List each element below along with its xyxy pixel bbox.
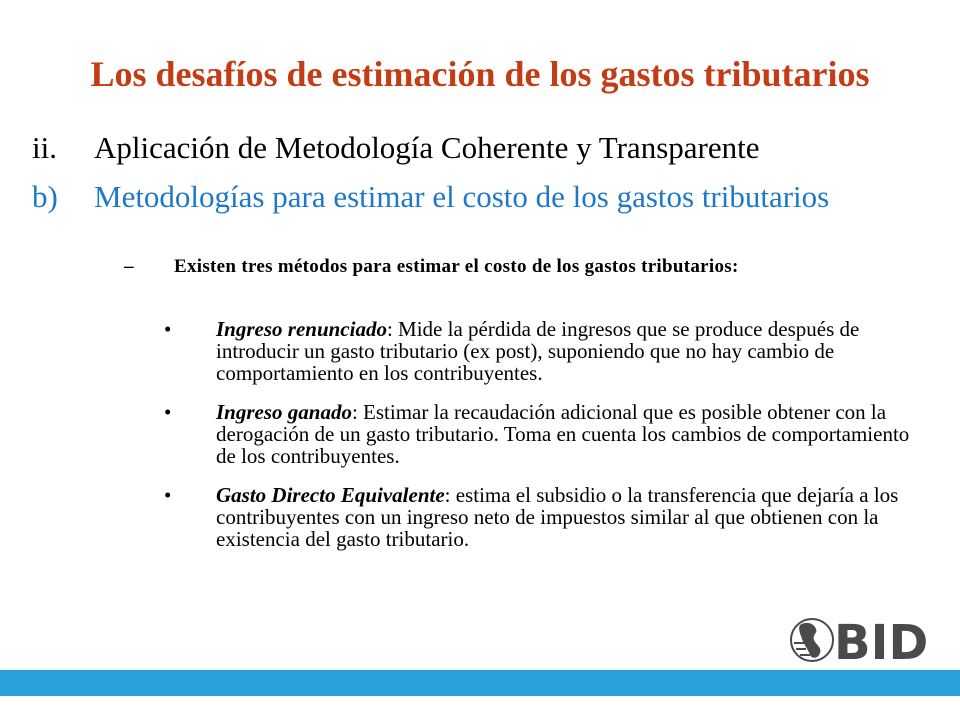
method-description: : estima el subsidio o la transferencia que dejaría a los contribuyentes con un ingreso neto de impuestos similar al que obtienen con la existencia del gasto tributario. (216, 483, 899, 551)
section-heading (32, 130, 759, 166)
bid-logo (790, 615, 930, 665)
method-text (216, 401, 934, 467)
subsection-heading (32, 180, 852, 213)
slide-title: Los desafíos de estimación de los gastos tributarios (90, 54, 870, 94)
subsection-text: Metodologías para estimar el costo de los gastos tributarios (94, 179, 830, 214)
method-description: : Mide la pérdida de ingresos que se produce después de introducir un gasto tributario (ex post), suponiendo que no hay cambio de comportamiento en los contribuyentes. (216, 317, 860, 385)
bullet-dot: • (164, 317, 172, 341)
americas-globe-icon (791, 619, 833, 661)
method-text (216, 318, 934, 384)
method-list (164, 318, 934, 567)
method-text (216, 484, 934, 550)
bullet-dot: • (164, 483, 172, 507)
intro-line (124, 256, 824, 278)
method-item (164, 401, 934, 467)
intro-text: Existen tres métodos para estimar el costo de los gastos tributarios: (174, 256, 739, 277)
method-term: Ingreso renunciado (216, 317, 387, 341)
logo-text: BID (834, 615, 929, 665)
method-term: Ingreso ganado (216, 400, 352, 424)
method-item (164, 484, 934, 550)
method-description: : Estimar la recaudación adicional que es posible obtener con la derogación de un gasto tributario. Toma en cuenta los cambios de comportamiento de los contribuyentes. (216, 400, 910, 468)
bullet-dot: • (164, 400, 172, 424)
method-item (164, 318, 934, 384)
section-marker: ii. (32, 130, 57, 165)
subsection-marker: b) (32, 179, 58, 214)
section-text: Aplicación de Metodología Coherente y Transparente (94, 130, 760, 165)
footer-bar (0, 670, 960, 696)
intro-marker: – (124, 256, 134, 277)
method-term: Gasto Directo Equivalente (216, 483, 445, 507)
